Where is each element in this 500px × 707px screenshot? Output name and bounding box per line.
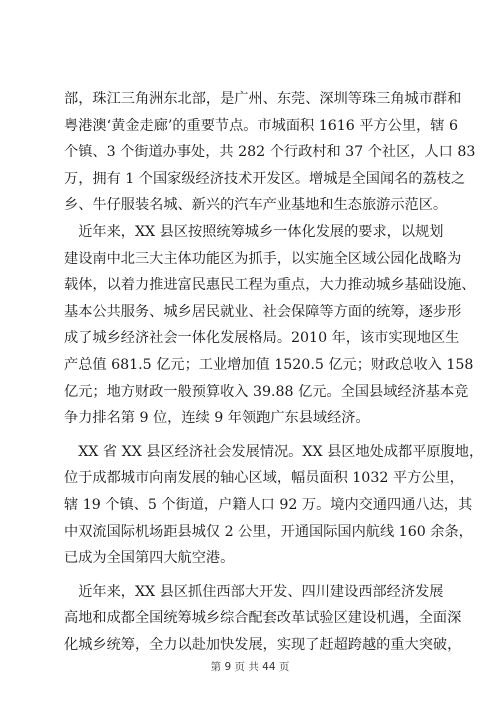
- text-line: 位于成都城市向南发展的轴心区域，幅员面积 1032 平方公里，: [64, 470, 464, 487]
- text-line: 产总值 681.5 亿元；工业增加值 1520.5 亿元；财政总收入 158: [64, 356, 474, 373]
- text-line: 中双流国际机场距县城仅 2 公里，开通国际国内航线 160 余条，: [64, 523, 473, 540]
- paragraph-3: [64, 439, 484, 572]
- paragraph-1: [64, 86, 476, 219]
- text-line: 化城乡统筹，全力以赴加快发展，实现了赶超跨越的重大突破，: [64, 636, 462, 653]
- text-line: 建设南中北三大主体功能区为抓手，以实施全区域公园化战略为: [64, 250, 462, 267]
- text-line: 个镇、3 个街道办事处，共 282 个行政村和 37 个社区，人口 83: [64, 144, 476, 161]
- page-number-footer: 第 9 页 共 44 页: [210, 661, 290, 673]
- text-line: 粤港澳‘黄金走廊’的重要节点。市城面积 1616 平方公里，辖 6: [64, 117, 458, 134]
- text-line: 高地和成都全国统筹城乡综合配套改革试验区建设机遇，全面深: [64, 610, 462, 627]
- text-line: 已成为全国第四大航空港。: [64, 550, 235, 567]
- paragraph-4: [64, 579, 462, 659]
- paragraph-spacer: [64, 572, 436, 579]
- text-line: 成了城乡经济社会一体化发展格局。2010 年，该市实现地区生: [64, 330, 460, 347]
- text-line: 基本公共服务、城乡居民就业、社会保障等方面的统筹，逐步形: [64, 303, 462, 320]
- document-body: [64, 86, 484, 658]
- text-line: 载体，以着力推进富民惠民工程为重点，大力推动城乡基础设施、: [64, 277, 476, 294]
- text-line: 争力排名第 9 位，连续 9 年领跑广东县域经济。: [64, 410, 370, 427]
- paragraph-2: [64, 219, 476, 432]
- text-line: 近年来，XX 县区按照统筹城乡一体化发展的要求，以规划: [64, 223, 444, 240]
- text-line: 万，拥有 1 个国家级经济技术开发区。增城是全国闻名的荔枝之: [64, 170, 466, 187]
- text-line: 辖 19 个镇、5 个街道，户籍人口 92 万。境内交通四通八达，其: [64, 496, 473, 513]
- paragraph-spacer: [64, 432, 436, 439]
- text-line: 部，珠江三角洲东北部，是广州、东莞、深圳等珠三角城市群和: [64, 91, 462, 107]
- text-line: 亿元；地方财政一般预算收入 39.88 亿元。全国县域经济基本竞: [64, 383, 469, 400]
- text-line: 乡、牛仔服装名城、新兴的汽车产业基地和生态旅游示范区。: [64, 197, 448, 214]
- text-line: XX 省 XX 县区经济社会发展情况。XX 县区地处成都平原腹地，: [64, 443, 484, 460]
- text-line: 近年来，XX 县区抓住西部大开发、四川建设西部经济发展: [64, 583, 444, 600]
